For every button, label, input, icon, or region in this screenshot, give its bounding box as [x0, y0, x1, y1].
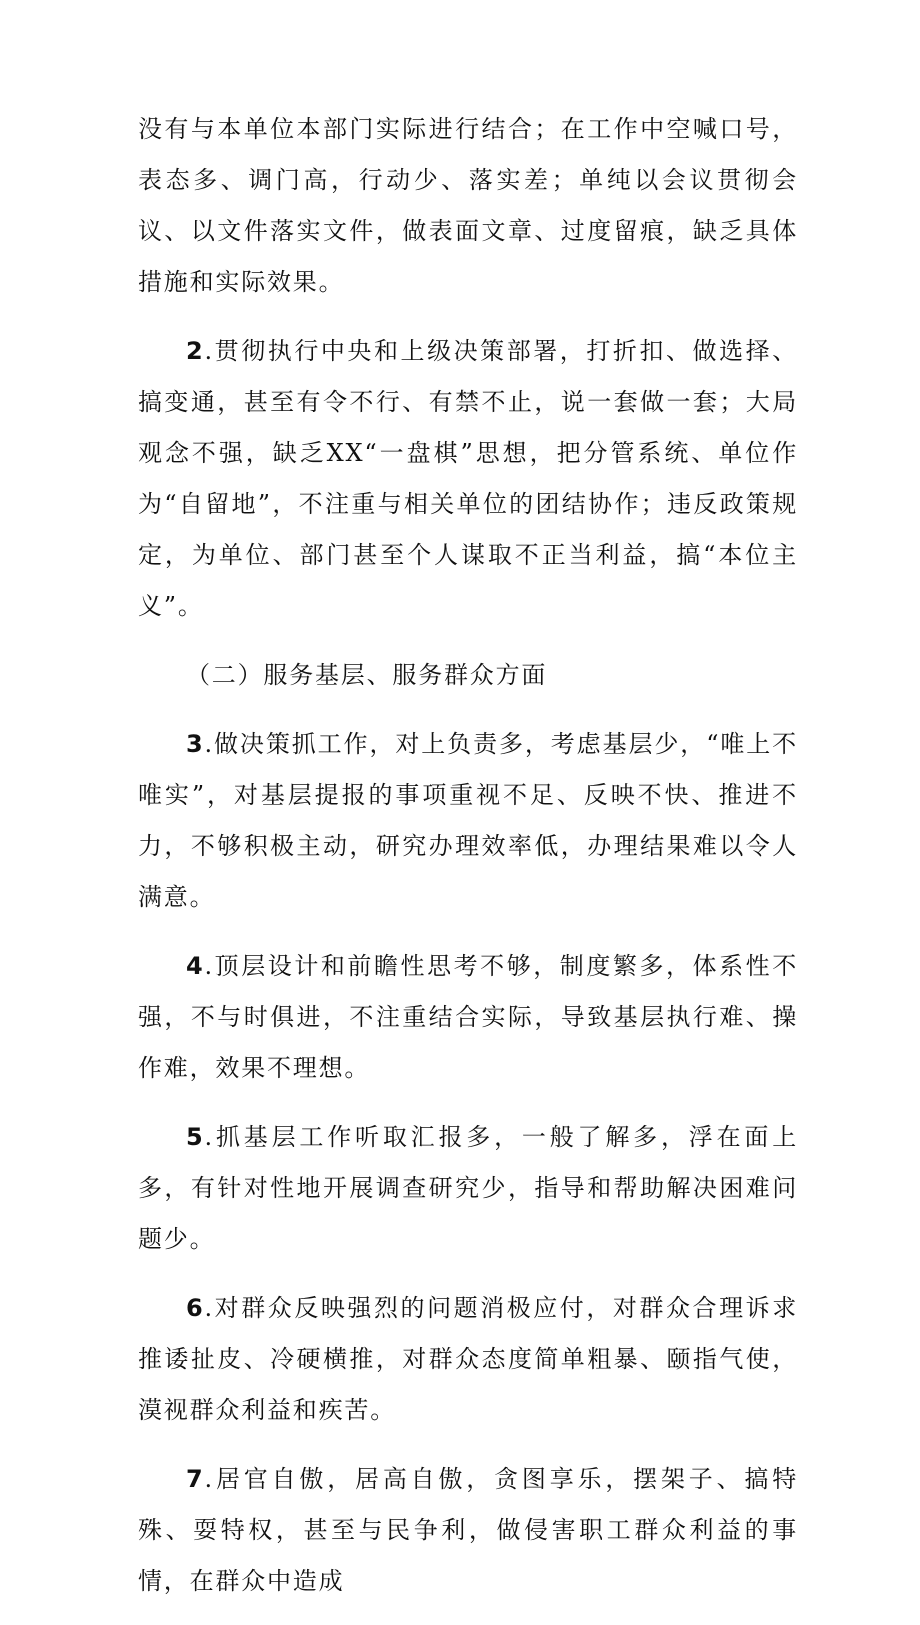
item-number: 5 [186, 1123, 205, 1151]
paragraph-item-5 [138, 1112, 798, 1265]
paragraph-text: .抓基层工作听取汇报多，一般了解多，浮在面上多，有针对性地开展调查研究少，指导和帮助解决困难问题少。 [138, 1123, 798, 1253]
paragraph-item-6 [138, 1283, 798, 1436]
item-number: 4 [186, 952, 205, 980]
section-heading: （二）服务基层、服务群众方面 [186, 661, 548, 689]
paragraph-item-2 [138, 326, 798, 632]
paragraph-text: .顶层设计和前瞻性思考不够，制度繁多，体系性不强，不与时俱进，不注重结合实际，导致基层执行难、操作难，效果不理想。 [138, 952, 798, 1082]
paragraph-continued [138, 104, 798, 308]
item-number: 6 [186, 1294, 205, 1322]
paragraph-text: .居官自傲，居高自傲，贪图享乐，摆架子、搞特殊、耍特权，甚至与民争利，做侵害职工群众利益的事情，在群众中造成 [138, 1465, 798, 1595]
paragraph-text: .贯彻执行中央和上级决策部署，打折扣、做选择、搞变通，甚至有令不行、有禁不止，说一套做一套；大局观念不强，缺乏XX“一盘棋”思想，把分管系统、单位作为“自留地”，不注重与相关单位的团结协作；违反政策规定，为单位、部门甚至个人谋取不正当利益，搞“本位主义”。 [138, 337, 798, 620]
item-number: 3 [186, 730, 205, 758]
paragraph-item-3 [138, 719, 798, 923]
paragraph-item-4 [138, 941, 798, 1094]
paragraph-text: .做决策抓工作，对上负责多，考虑基层少，“唯上不唯实”，对基层提报的事项重视不足、反映不快、推进不力，不够积极主动，研究办理效率低，办理结果难以令人满意。 [138, 730, 798, 911]
paragraph-text: 没有与本单位本部门实际进行结合；在工作中空喊口号，表态多、调门高，行动少、落实差；单纯以会议贯彻会议、以文件落实文件，做表面文章、过度留痕，缺乏具体措施和实际效果。 [138, 115, 798, 296]
paragraph-text: .对群众反映强烈的问题消极应付，对群众合理诉求推诿扯皮、冷硬横推，对群众态度简单粗暴、颐指气使，漠视群众利益和疾苦。 [138, 1294, 798, 1424]
item-number: 7 [186, 1465, 205, 1493]
document-body [138, 104, 798, 1625]
item-number: 2 [186, 337, 205, 365]
paragraph-item-7 [138, 1454, 798, 1607]
